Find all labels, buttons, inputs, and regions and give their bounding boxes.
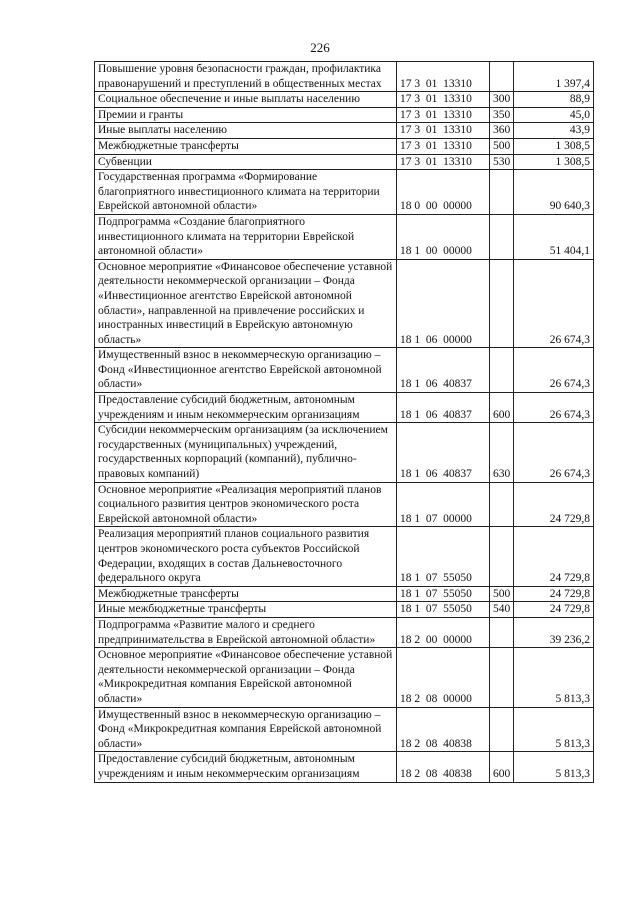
row-code-cell: 17 3 01 13310 [397, 123, 490, 139]
row-expense-type-cell [490, 527, 514, 586]
row-name-cell: Имущественный взнос в некоммерческую организацию – Фонд «Инвестиционное агентство Еврейской автономной области» [95, 348, 397, 393]
row-code-cell: 18 2 08 40838 [397, 707, 490, 752]
page-number: 226 [310, 40, 330, 55]
row-amount-cell: 26 674,3 [514, 423, 594, 482]
row-code-cell: 17 3 01 13310 [397, 107, 490, 123]
row-expense-type-cell [490, 214, 514, 259]
row-expense-type-cell: 500 [490, 138, 514, 154]
row-expense-type-cell [490, 617, 514, 647]
table-row [95, 92, 594, 108]
row-code-cell: 18 1 06 40837 [397, 423, 490, 482]
row-code-cell: 18 2 08 00000 [397, 648, 490, 707]
row-code-cell: 18 2 08 40838 [397, 752, 490, 782]
row-expense-type-cell [490, 648, 514, 707]
row-expense-type-cell: 530 [490, 154, 514, 170]
row-amount-cell: 43,9 [514, 123, 594, 139]
table-row [95, 648, 594, 707]
table-row [95, 423, 594, 482]
row-amount-cell: 24 729,8 [514, 527, 594, 586]
row-amount-cell: 24 729,8 [514, 602, 594, 618]
row-name-cell: Межбюджетные трансферты [95, 138, 397, 154]
row-name-cell: Межбюджетные трансферты [95, 586, 397, 602]
row-expense-type-cell [490, 170, 514, 215]
row-amount-cell: 90 640,3 [514, 170, 594, 215]
row-code-cell: 18 1 00 00000 [397, 214, 490, 259]
budget-table [94, 61, 594, 783]
row-expense-type-cell [490, 259, 514, 348]
row-code-cell: 17 3 01 13310 [397, 138, 490, 154]
table-row [95, 752, 594, 782]
row-name-cell: Иные межбюджетные трансферты [95, 602, 397, 618]
row-expense-type-cell: 600 [490, 752, 514, 782]
table-row [95, 107, 594, 123]
row-name-cell: Основное мероприятие «Реализация мероприятий планов социального развития центров экономического роста Еврейской автономной области» [95, 482, 397, 527]
table-row [95, 62, 594, 92]
row-expense-type-cell: 630 [490, 423, 514, 482]
row-code-cell: 18 1 07 55050 [397, 527, 490, 586]
row-amount-cell: 24 729,8 [514, 586, 594, 602]
row-name-cell: Имущественный взнос в некоммерческую организацию – Фонд «Микрокредитная компания Еврейской автономной области» [95, 707, 397, 752]
table-row [95, 138, 594, 154]
row-name-cell: Подпрограмма «Создание благоприятного инвестиционного климата на территории Еврейской автономной области» [95, 214, 397, 259]
row-expense-type-cell: 500 [490, 586, 514, 602]
row-amount-cell: 1 308,5 [514, 154, 594, 170]
row-code-cell: 17 3 01 13310 [397, 92, 490, 108]
row-amount-cell: 5 813,3 [514, 707, 594, 752]
row-code-cell: 17 3 01 13310 [397, 154, 490, 170]
row-amount-cell: 51 404,1 [514, 214, 594, 259]
row-name-cell: Государственная программа «Формирование благоприятного инвестиционного климата на территории Еврейской автономной области» [95, 170, 397, 215]
row-amount-cell: 5 813,3 [514, 648, 594, 707]
table-row [95, 482, 594, 527]
row-code-cell: 18 1 07 00000 [397, 482, 490, 527]
budget-table-body [95, 62, 594, 783]
table-row [95, 393, 594, 423]
row-code-cell: 18 1 07 55050 [397, 602, 490, 618]
row-expense-type-cell [490, 348, 514, 393]
row-expense-type-cell: 350 [490, 107, 514, 123]
row-name-cell: Субвенции [95, 154, 397, 170]
row-amount-cell: 39 236,2 [514, 617, 594, 647]
row-name-cell: Социальное обеспечение и иные выплаты населению [95, 92, 397, 108]
row-name-cell: Подпрограмма «Развитие малого и среднего предпринимательства в Еврейской автономной области» [95, 617, 397, 647]
row-name-cell: Предоставление субсидий бюджетным, автономным учреждениям и иным некоммерческим организациям [95, 752, 397, 782]
row-code-cell: 17 3 01 13310 [397, 62, 490, 92]
table-row [95, 123, 594, 139]
row-name-cell: Премии и гранты [95, 107, 397, 123]
table-row [95, 348, 594, 393]
table-row [95, 617, 594, 647]
row-code-cell: 18 1 06 00000 [397, 259, 490, 348]
row-name-cell: Иные выплаты населению [95, 123, 397, 139]
row-expense-type-cell: 540 [490, 602, 514, 618]
row-name-cell: Реализация мероприятий планов социального развития центров экономического роста субъектов Российской Федерации, входящих в состав Дальневосточного федерального округа [95, 527, 397, 586]
row-code-cell: 18 1 06 40837 [397, 393, 490, 423]
row-amount-cell: 45,0 [514, 107, 594, 123]
row-amount-cell: 1 397,4 [514, 62, 594, 92]
row-code-cell: 18 1 07 55050 [397, 586, 490, 602]
row-code-cell: 18 1 06 40837 [397, 348, 490, 393]
row-name-cell: Субсидии некоммерческим организациям (за исключением государственных (муниципальных) учреждений, государственных корпораций (компаний), публично-правовых компаний) [95, 423, 397, 482]
row-amount-cell: 26 674,3 [514, 393, 594, 423]
row-code-cell: 18 2 00 00000 [397, 617, 490, 647]
table-row [95, 602, 594, 618]
row-name-cell: Предоставление субсидий бюджетным, автономным учреждениям и иным некоммерческим организациям [95, 393, 397, 423]
row-amount-cell: 26 674,3 [514, 259, 594, 348]
row-expense-type-cell: 600 [490, 393, 514, 423]
row-expense-type-cell [490, 482, 514, 527]
table-row [95, 527, 594, 586]
table-row [95, 154, 594, 170]
row-amount-cell: 24 729,8 [514, 482, 594, 527]
row-expense-type-cell: 300 [490, 92, 514, 108]
table-row [95, 170, 594, 215]
table-row [95, 259, 594, 348]
row-amount-cell: 1 308,5 [514, 138, 594, 154]
table-row [95, 586, 594, 602]
row-amount-cell: 88,9 [514, 92, 594, 108]
table-row [95, 707, 594, 752]
row-amount-cell: 5 813,3 [514, 752, 594, 782]
row-code-cell: 18 0 00 00000 [397, 170, 490, 215]
row-expense-type-cell: 360 [490, 123, 514, 139]
row-name-cell: Повышение уровня безопасности граждан, профилактика правонарушений и преступлений в общественных местах [95, 62, 397, 92]
row-expense-type-cell [490, 62, 514, 92]
table-row [95, 214, 594, 259]
row-name-cell: Основное мероприятие «Финансовое обеспечение уставной деятельности некоммерческой организации – Фонда «Инвестиционное агентство Еврейской автономной области», направленной на привлечение российских и иностранных инвестиций в Еврейскую автономную область» [95, 259, 397, 348]
row-amount-cell: 26 674,3 [514, 348, 594, 393]
row-expense-type-cell [490, 707, 514, 752]
row-name-cell: Основное мероприятие «Финансовое обеспечение уставной деятельности некоммерческой организации – Фонда «Микрокредитная компания Еврейской автономной области» [95, 648, 397, 707]
